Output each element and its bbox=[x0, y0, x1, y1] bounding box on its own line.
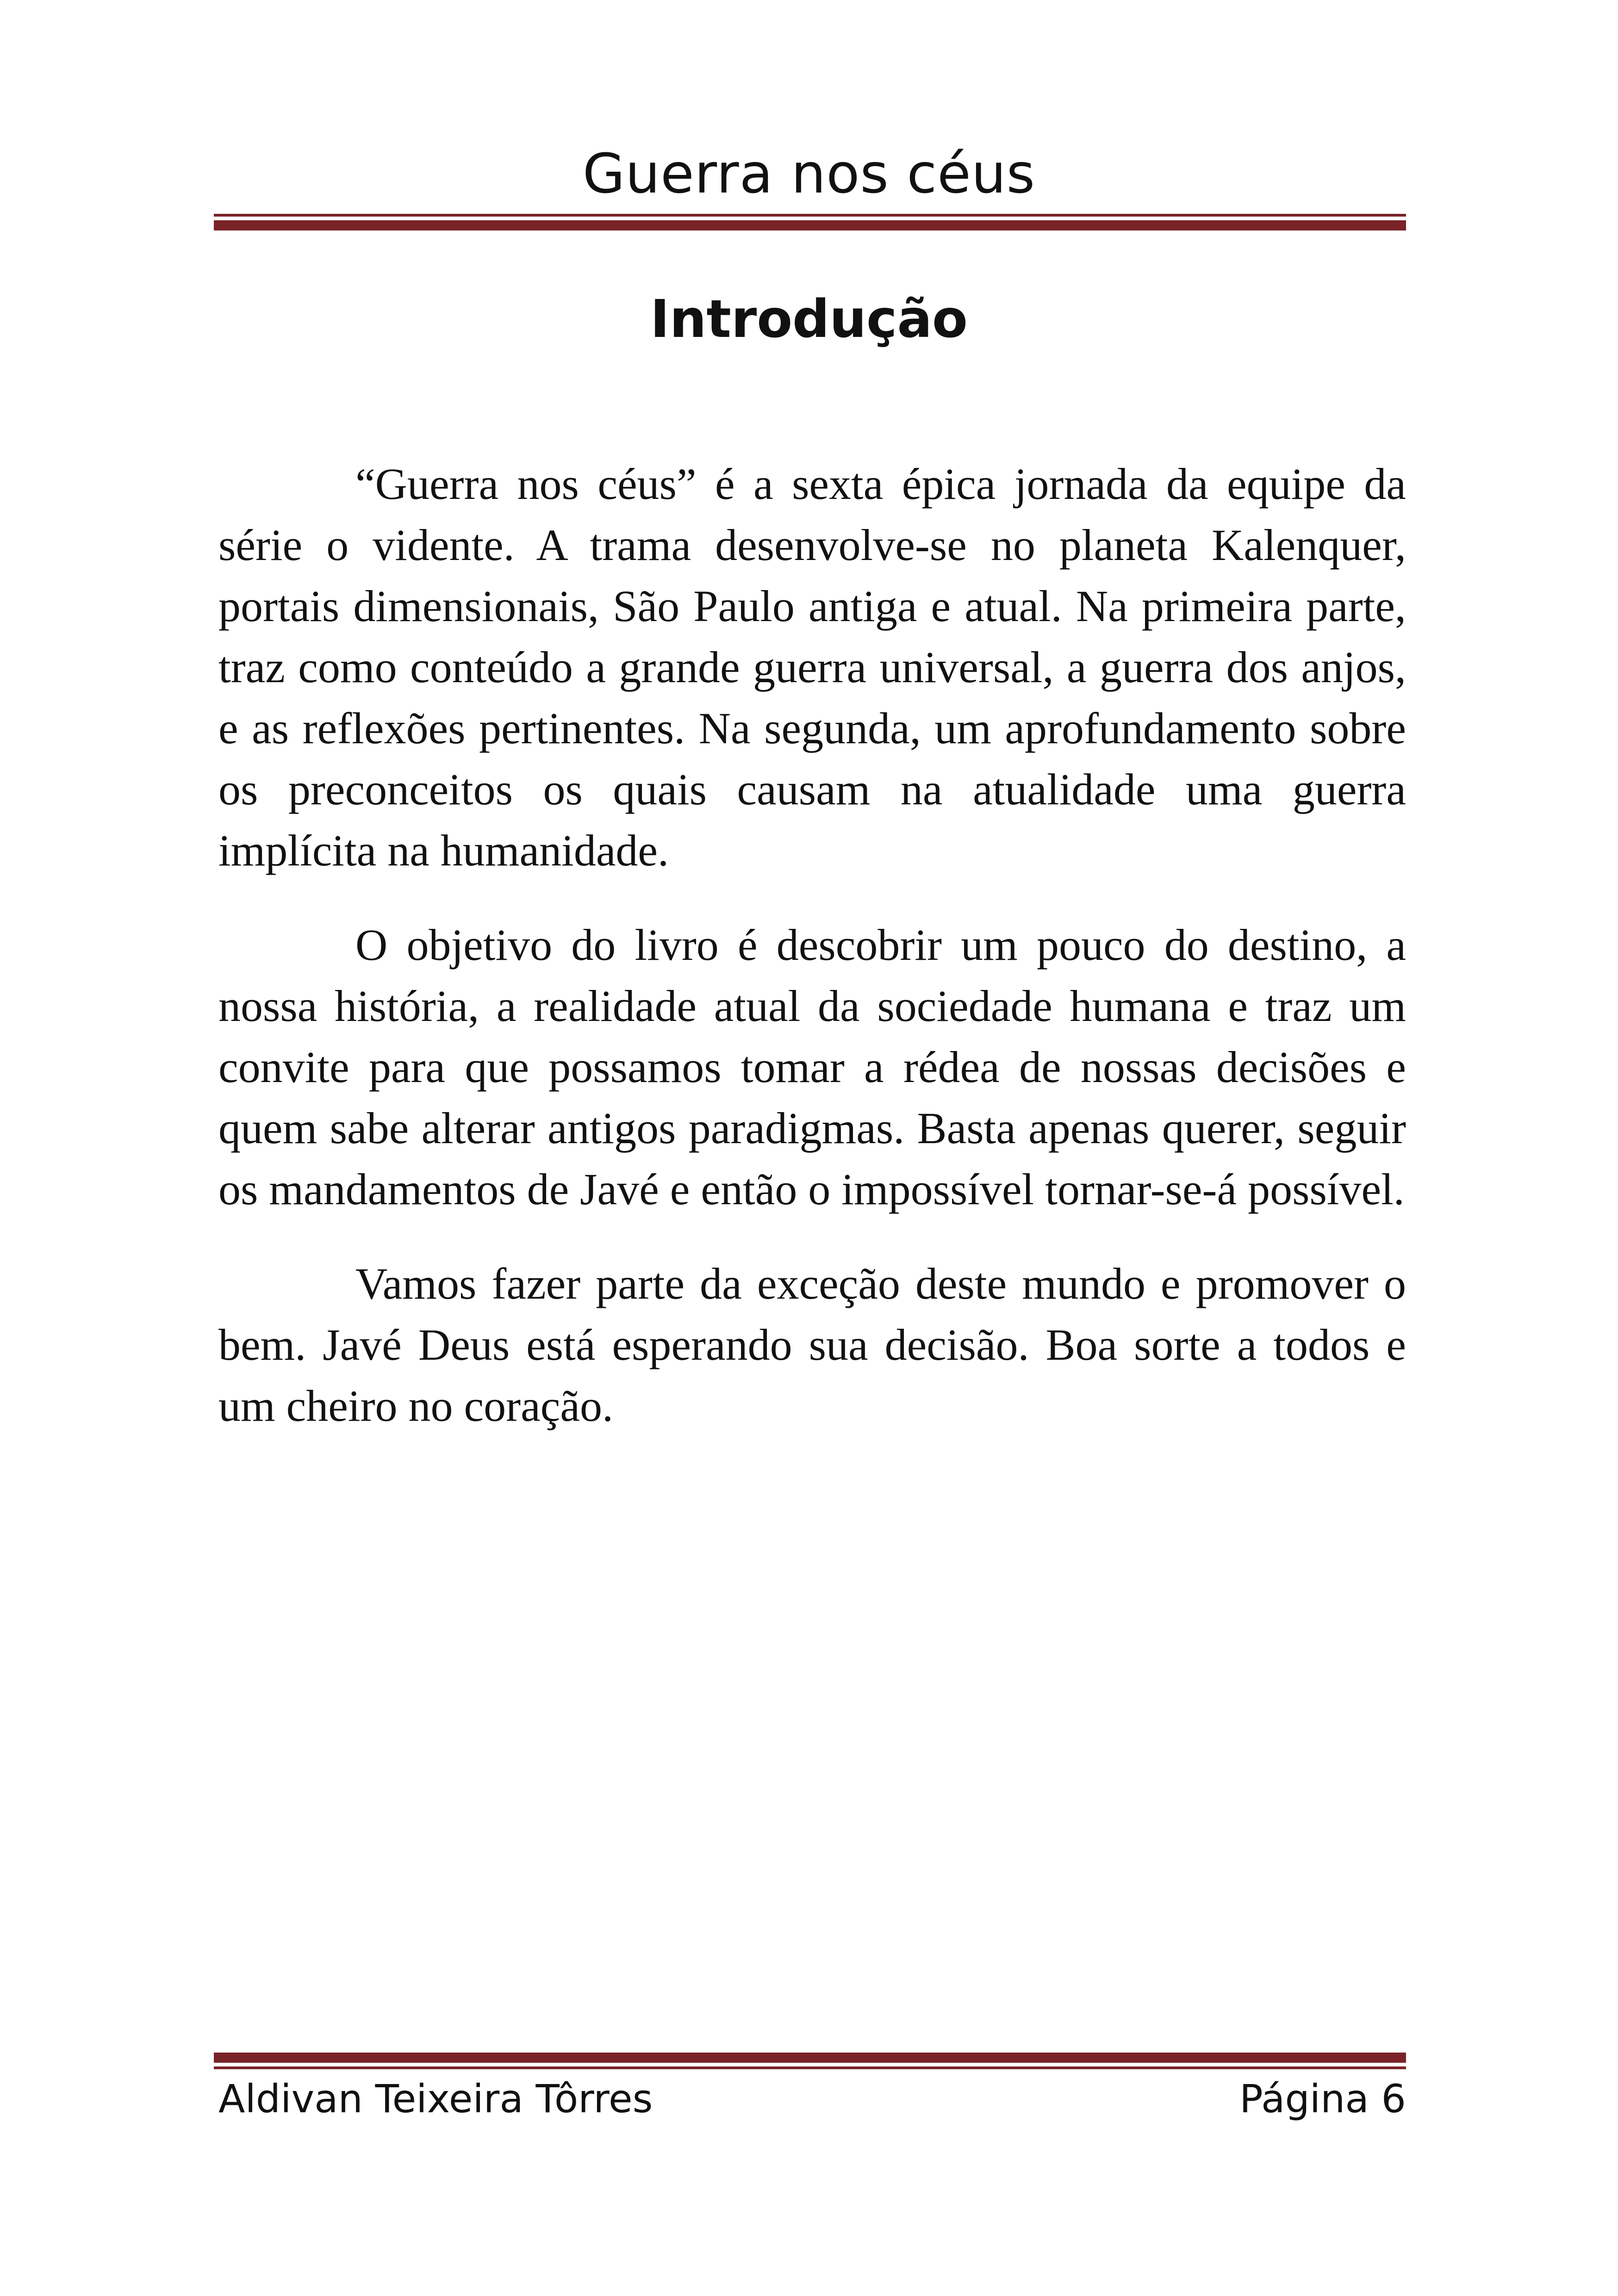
footer-page-number: Página 6 bbox=[1239, 2076, 1406, 2122]
footer-divider bbox=[214, 2053, 1406, 2069]
paragraph-2: O objetivo do livro é descobrir um pouco do destino, a nossa história, a realidade atual da sociedade humana e traz um convite para que possamos tomar a rédea de nossas decisões e quem sabe alterar antigos paradigmas. Basta apenas querer, seguir os mandamentos de Javé e então o impossível tornar-se-á possível. bbox=[218, 920, 1406, 1214]
footer-author: Aldivan Teixeira Tôrres bbox=[218, 2076, 653, 2122]
running-header-title: Guerra nos céus bbox=[582, 142, 1036, 205]
section-heading: Introdução bbox=[650, 289, 968, 349]
page-footer bbox=[218, 2069, 1406, 2129]
body-text bbox=[218, 454, 1406, 1470]
footer-divider-thick-line bbox=[214, 2053, 1406, 2063]
paragraph-1: “Guerra nos céus” é a sexta épica jornada da equipe da série o vidente. A trama desenvolve-se no planeta Kalenquer, portais dimensionais, São Paulo antiga e atual. Na primeira parte, traz como conteúdo a grande guerra universal, a guerra dos anjos, e as reflexões pertinentes. Na segunda, um aprofundamento sobre os preconceitos os quais causam na atualidade uma guerra implícita na humanidade. bbox=[218, 459, 1406, 875]
paragraph-3: Vamos fazer parte da exceção deste mundo e promover o bem. Javé Deus está esperando sua decisão. Boa sorte a todos e um cheiro no coração. bbox=[218, 1259, 1406, 1431]
header-divider-thick-line bbox=[214, 220, 1406, 230]
header-divider-thin-line bbox=[214, 214, 1406, 217]
header-divider bbox=[214, 214, 1406, 230]
